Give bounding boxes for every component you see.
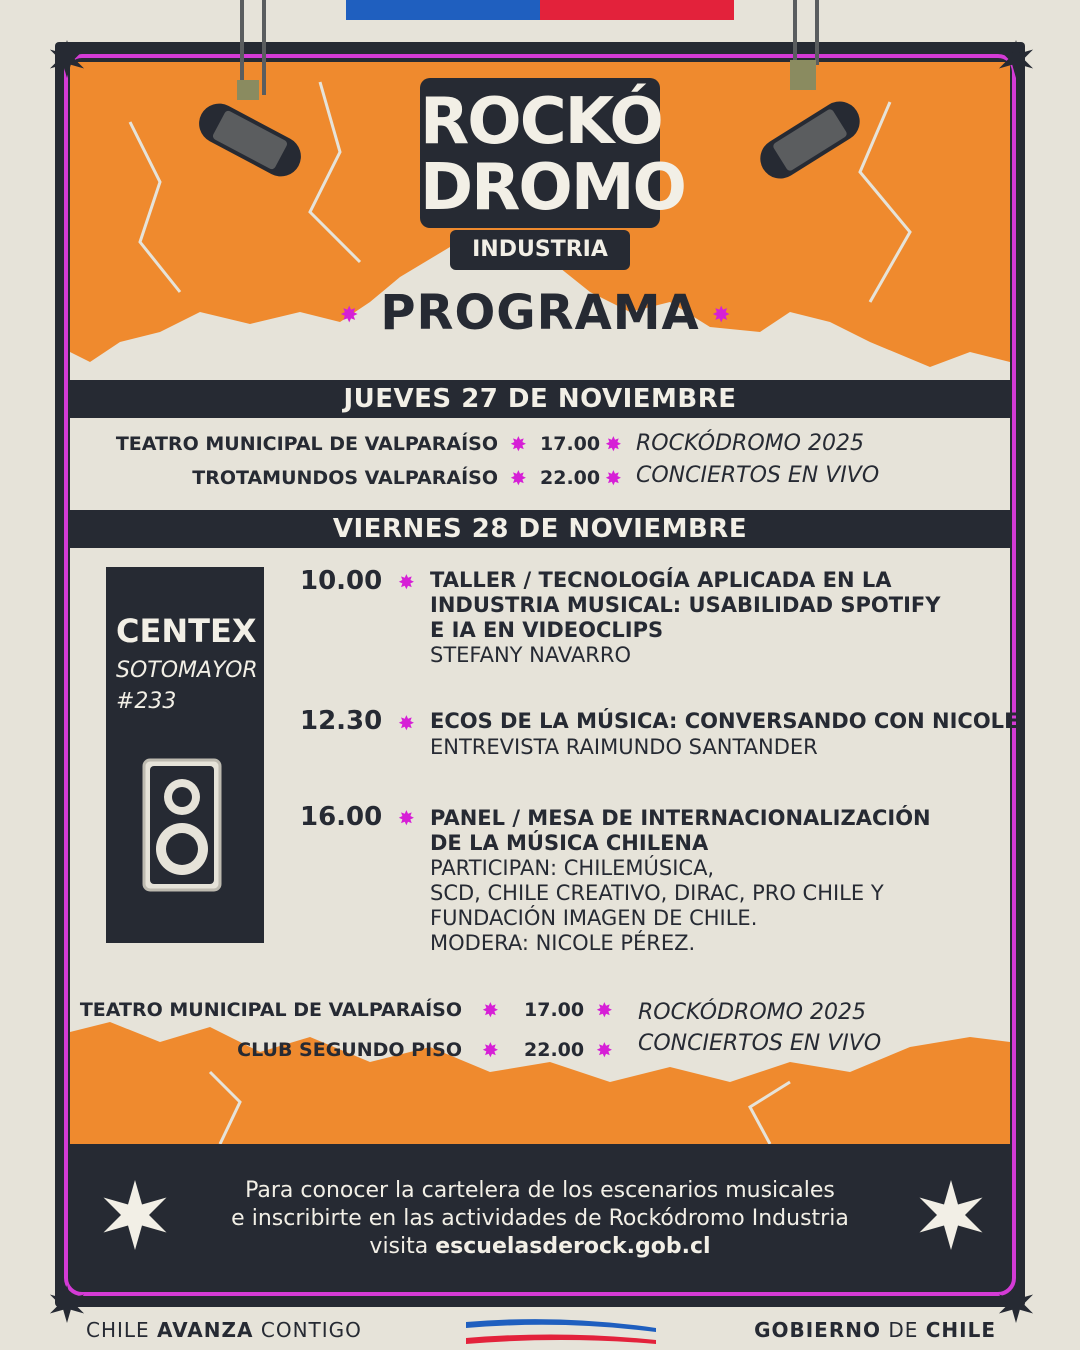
event-time: 17.00 bbox=[524, 999, 585, 1021]
website-link[interactable]: escuelasderock.gob.cl bbox=[435, 1234, 711, 1259]
star-icon: ✸ bbox=[482, 998, 499, 1022]
venue-address-line-1: SOTOMAYOR bbox=[116, 658, 258, 683]
venue-label: TROTAMUNDOS VALPARAÍSO bbox=[192, 467, 498, 489]
star-icon: ✸ bbox=[510, 466, 527, 490]
venue-label: CLUB SEGUNDO PISO bbox=[237, 1039, 462, 1061]
event-name: CONCIERTOS EN VIVO bbox=[638, 1031, 882, 1056]
event-name: ROCKÓDROMO 2025 bbox=[636, 431, 864, 456]
logo-line-2: DROMO bbox=[420, 151, 685, 225]
slogan-part-2: AVANZA bbox=[157, 1318, 254, 1342]
star-icon bbox=[997, 1285, 1035, 1323]
star-icon bbox=[48, 40, 86, 78]
slogan-part-1: CHILE bbox=[86, 1318, 158, 1342]
event-name: ROCKÓDROMO 2025 bbox=[638, 1000, 866, 1025]
event-time: 17.00 bbox=[540, 433, 601, 455]
event-participants: FUNDACIÓN IMAGEN DE CHILE. bbox=[430, 906, 758, 930]
footer-visit-text: visita bbox=[369, 1234, 436, 1259]
venue-address-line-2: #233 bbox=[116, 689, 177, 714]
page-title: PROGRAMA bbox=[380, 285, 700, 341]
event-time: 22.00 bbox=[540, 467, 601, 489]
event-title: PANEL / MESA DE INTERNACIONALIZACIÓN bbox=[430, 806, 931, 830]
footer-line-3 bbox=[150, 1233, 930, 1261]
event-time: 16.00 bbox=[300, 802, 383, 832]
star-icon: ✸ bbox=[712, 303, 731, 328]
government-part-3: CHILE bbox=[925, 1318, 996, 1342]
star-icon: ✸ bbox=[340, 303, 359, 328]
slogan bbox=[86, 1318, 362, 1342]
event-participants: PARTICIPAN: CHILEMÚSICA, bbox=[430, 856, 715, 880]
star-icon: ✸ bbox=[510, 432, 527, 456]
mic-cable bbox=[793, 0, 797, 65]
day-header-2: VIERNES 28 DE NOVIEMBRE bbox=[70, 510, 1010, 548]
star-icon: ✸ bbox=[605, 432, 622, 456]
logo-subtitle bbox=[450, 230, 630, 270]
venue-card bbox=[106, 567, 264, 943]
event-participants: SCD, CHILE CREATIVO, DIRAC, PRO CHILE Y bbox=[430, 881, 884, 905]
event-title: INDUSTRIA MUSICAL: USABILIDAD SPOTIFY bbox=[430, 593, 941, 617]
star-icon: ✸ bbox=[398, 570, 415, 594]
star-icon: ✸ bbox=[482, 1038, 499, 1062]
logo-subtitle-text: INDUSTRIA bbox=[472, 237, 608, 262]
venue-label: TEATRO MUNICIPAL DE VALPARAÍSO bbox=[115, 433, 498, 455]
event-title: TALLER / TECNOLOGÍA APLICADA EN LA bbox=[430, 568, 892, 592]
star-icon: ✸ bbox=[398, 711, 415, 735]
event-moderator: MODERA: NICOLE PÉREZ. bbox=[430, 931, 696, 955]
chile-flag-swoosh bbox=[466, 1318, 656, 1344]
star-icon: ✸ bbox=[596, 998, 613, 1022]
footer-message bbox=[150, 1177, 930, 1261]
footer-line-1: Para conocer la cartelera de los escenarios musicales bbox=[245, 1178, 835, 1203]
event-title: ECOS DE LA MÚSICA: CONVERSANDO CON NICOLE bbox=[430, 709, 1019, 733]
event-speaker: ENTREVISTA RAIMUNDO SANTANDER bbox=[430, 735, 818, 759]
footer-line-2: e inscribirte en las actividades de Rockódromo Industria bbox=[231, 1206, 849, 1231]
flag-stripe-top bbox=[346, 0, 734, 20]
venue-label: TEATRO MUNICIPAL DE VALPARAÍSO bbox=[79, 999, 462, 1021]
mic-cable bbox=[815, 0, 819, 65]
slogan-part-3: CONTIGO bbox=[253, 1318, 362, 1342]
event-time: 12.30 bbox=[300, 706, 383, 736]
star-icon bbox=[997, 40, 1035, 78]
government-part-1: GOBIERNO bbox=[754, 1318, 881, 1342]
logo-line-1: ROCKÓ bbox=[420, 85, 662, 159]
venue-name: CENTEX bbox=[116, 612, 257, 650]
star-icon: ✸ bbox=[398, 806, 415, 830]
event-time: 10.00 bbox=[300, 566, 383, 596]
star-icon: ✸ bbox=[596, 1038, 613, 1062]
government-part-2: DE bbox=[880, 1318, 926, 1342]
star-icon bbox=[48, 1285, 86, 1323]
rockodromo-logo bbox=[420, 78, 685, 263]
event-speaker: STEFANY NAVARRO bbox=[430, 643, 631, 667]
event-title: E IA EN VIDEOCLIPS bbox=[430, 618, 664, 642]
event-title: DE LA MÚSICA CHILENA bbox=[430, 831, 709, 855]
event-name: CONCIERTOS EN VIVO bbox=[636, 463, 880, 488]
star-icon: ✸ bbox=[605, 466, 622, 490]
speaker-icon bbox=[141, 757, 223, 893]
venue-address bbox=[116, 655, 258, 717]
event-time: 22.00 bbox=[524, 1039, 585, 1061]
microphone-icon bbox=[745, 60, 875, 190]
microphone-icon bbox=[185, 80, 315, 180]
day-header-1: JUEVES 27 DE NOVIEMBRE bbox=[70, 380, 1010, 418]
government-label bbox=[754, 1318, 996, 1342]
